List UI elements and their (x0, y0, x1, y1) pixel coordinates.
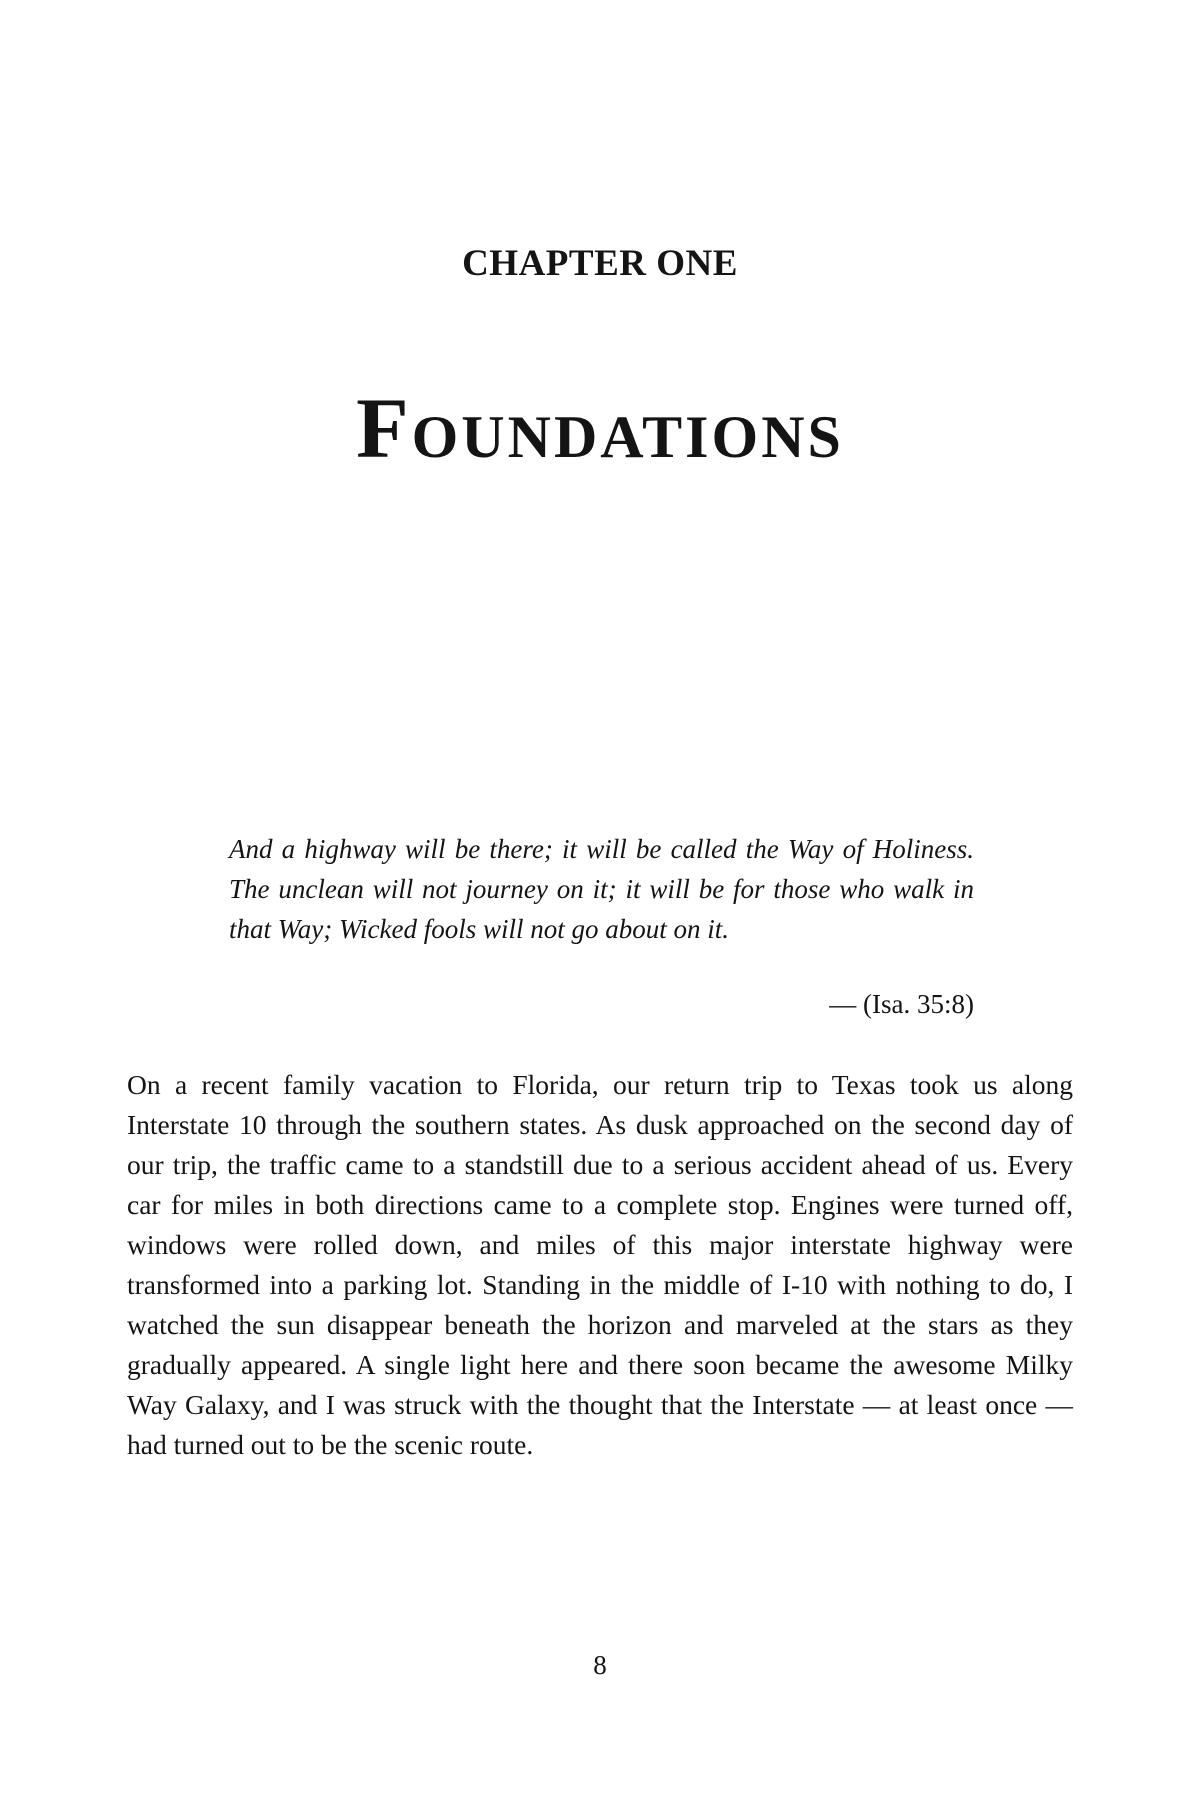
chapter-title: Foundations (356, 380, 844, 476)
epigraph-quote: And a highway will be there; it will be called the Way of Holiness. The unclean will not journey on it; it will be for those who walk in that Way; Wicked fools will not go about on it. (229, 834, 974, 944)
chapter-label: CHAPTER ONE (462, 243, 738, 284)
epigraph-attribution: — (Isa. 35:8) (829, 989, 974, 1019)
page-number: 8 (593, 1650, 607, 1680)
body-paragraph: On a recent family vacation to Florida, our return trip to Texas took us along Interstate 10 through the southern states. As dusk approached on the second day of our trip, the traffic came to a standstill due to a serious accident ahead of us. Every car for miles in both directions came to a complete stop. Engines were turned off, windows were rolled down, and miles of this major interstate highway were transformed into a parking lot. Standing in the middle of I-10 with nothing to do, I watched the sun disappear beneath the horizon and marveled at the stars as they gradually appeared. A single light here and there soon became the awesome Milky Way Galaxy, and I was struck with the thought that the Interstate — at least once — had turned out to be the scenic route. (127, 1069, 1073, 1460)
